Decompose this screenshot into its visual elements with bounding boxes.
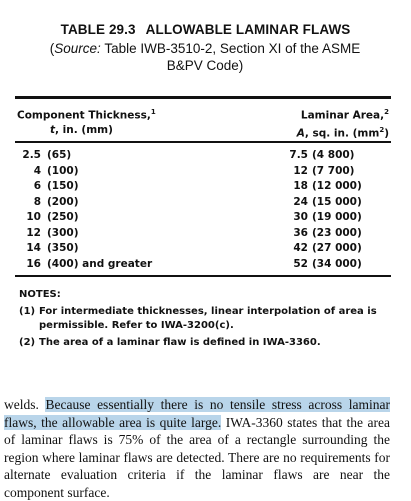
table-body [0, 149, 411, 273]
table-number: TABLE 29.3 [60, 22, 136, 37]
thickness-in: 14 [26, 242, 41, 254]
area-mm2: (12 000) [312, 180, 362, 192]
table-top-rule [15, 96, 391, 99]
table-row [0, 227, 411, 243]
thickness-mm: (250) [47, 211, 79, 223]
thickness-in: 4 [33, 164, 41, 177]
note-item [19, 305, 389, 333]
column-header-thickness [17, 105, 156, 137]
paragraph-lead: welds. [4, 397, 46, 412]
area-mm2: (34 000) [312, 257, 362, 270]
area-sqin: 18 [293, 180, 308, 192]
area-sqin: 7.5 [289, 149, 308, 161]
notes-title: NOTES: [19, 289, 61, 300]
thickness-mm: (200) [47, 195, 79, 208]
thickness-variable: t [50, 123, 56, 136]
area-mm2: (15 000) [312, 195, 362, 208]
thickness-in: 6 [33, 180, 41, 192]
area-mm2: (4 800) [312, 149, 355, 161]
paragraph-rest: IWA-3360 states that the area of laminar flaws is 75% of the area of a rectangle surrounding the region where laminar flaws are detected. There are no requirements for alternate evaluation criteria if the laminar flaws are near the component surface. [4, 414, 391, 500]
note-text: For intermediate thicknesses, linear interpolation of area is permissible. Refer to IWA-3200(c). [39, 306, 377, 331]
area-unit-exponent: 2 [379, 125, 385, 134]
area-mm2: (7 700) [312, 164, 355, 177]
area-mm2: (19 000) [312, 211, 362, 223]
thickness-mm: (400) and greater [47, 257, 153, 270]
area-sqin: 52 [293, 257, 308, 270]
area-mm2: (27 000) [312, 242, 362, 254]
area-mm2: (23 000) [312, 226, 362, 239]
thickness-mm: (150) [47, 180, 79, 192]
highlighted-text-selection[interactable]: Because essentially there is no tensile stress across laminar flaws, the allowable area is quite large. [4, 397, 390, 430]
thickness-in: 10 [26, 211, 41, 223]
column-header-area [297, 105, 389, 140]
area-header-label: Laminar Area, [300, 109, 385, 122]
source-label: Source: [54, 41, 101, 56]
area-variable: A [296, 127, 305, 139]
thickness-mm: (350) [47, 242, 79, 254]
area-unit-close: ) [384, 127, 389, 139]
table-row [0, 211, 411, 227]
note-number: (2) [19, 337, 36, 348]
thickness-mm: (300) [47, 226, 79, 239]
table-row [0, 149, 411, 165]
thickness-unit: , in. (mm) [55, 123, 113, 136]
table-bottom-rule [15, 275, 391, 277]
area-sqin: 36 [293, 226, 308, 239]
note-number: (1) [19, 306, 36, 317]
area-unit: , sq. in. (mm [304, 127, 380, 139]
thickness-in: 16 [26, 257, 41, 270]
table-notes [19, 288, 389, 353]
note-text: The area of a laminar flaw is defined in IWA-3360. [39, 337, 321, 348]
table-row [0, 258, 411, 274]
table-row [0, 242, 411, 258]
thickness-in: 8 [33, 195, 41, 208]
table-row [0, 180, 411, 196]
area-sqin: 42 [293, 242, 308, 254]
table-row [0, 196, 411, 212]
table-caption: ALLOWABLE LAMINAR FLAWS [145, 22, 351, 37]
note-item [19, 336, 389, 350]
body-paragraph[interactable] [4, 396, 390, 501]
thickness-header-label: Component Thickness, [17, 109, 151, 122]
table-title [0, 22, 411, 37]
table-source [40, 40, 370, 74]
footnote-ref-1: 1 [150, 108, 156, 116]
source-text: Table IWB-3510-2, Section XI of the ASME B&PV Code) [100, 41, 361, 73]
table-header-rule [15, 141, 391, 143]
thickness-mm: (65) [47, 149, 72, 161]
area-sqin: 30 [293, 211, 308, 223]
source-open-paren: ( [49, 41, 55, 56]
thickness-mm: (100) [47, 164, 79, 177]
table-row [0, 165, 411, 181]
area-sqin: 12 [293, 164, 308, 177]
area-sqin: 24 [293, 195, 308, 208]
thickness-in: 2.5 [22, 149, 41, 161]
thickness-in: 12 [26, 226, 41, 239]
footnote-ref-2: 2 [384, 108, 389, 116]
